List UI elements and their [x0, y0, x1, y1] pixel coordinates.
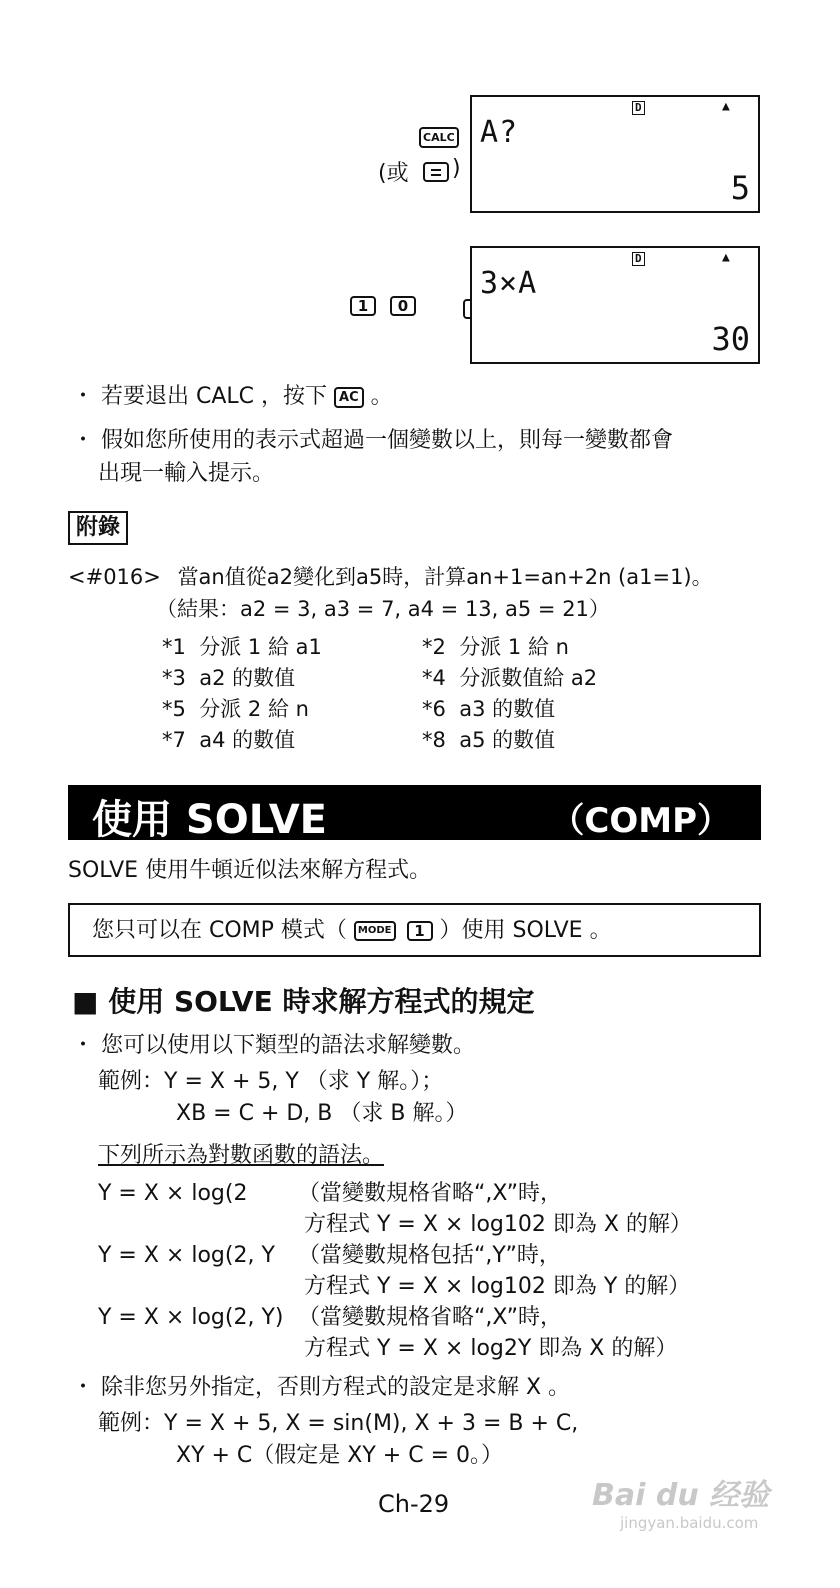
lcd-display-1 — [470, 95, 760, 213]
bullet-multi-variable: ・ 假如您所使用的表示式超過一個變數以上，則每一變數都會 出現一輸入提示。 — [72, 428, 674, 486]
note-7: *7 a4 的數值 — [162, 728, 296, 752]
log-syntax-heading: 下列所示為對數函數的語法。 — [98, 1143, 385, 1168]
bullet-exit-calc: ・ 若要退出 CALC ，按下 AC 。 — [72, 384, 393, 409]
section-intro: SOLVE 使用牛頓近似法來解方程式。 — [68, 858, 432, 883]
section-title: 使用 SOLVE — [92, 797, 327, 843]
section-header — [68, 785, 761, 843]
up-arrow-icon: ▲ — [722, 99, 730, 114]
note-4: *4 分派數值給 a2 — [422, 666, 598, 690]
example-id: <#016> — [68, 565, 161, 589]
rules-example-2: XB = C + D, B （求 B 解。） — [176, 1101, 468, 1126]
section-mode: （COMP） — [550, 801, 731, 841]
watermark-logo: Bai du 经验 — [592, 1478, 770, 1513]
key-1: 1 — [350, 296, 376, 316]
example-description: 當an值從a2變化到a5時，計算an+1=an+2n (a1=1)。 — [177, 565, 713, 589]
appendix-notes-left — [162, 632, 322, 756]
d-indicator: D — [632, 252, 645, 266]
equals-key — [423, 162, 449, 182]
mode-note-box — [68, 903, 761, 957]
page-number: Ch-29 — [378, 1490, 450, 1518]
appendix-label: 附錄 — [68, 511, 128, 545]
rules-bullet-2: ・ 除非您另外指定，否則方程式的設定是求解 X 。 — [72, 1375, 571, 1400]
lcd-expression: 3×A — [480, 266, 538, 301]
alt-key-suffix: ) — [452, 156, 461, 181]
mode-note: 您只可以在 COMP 模式（ MODE 1 ）使用 SOLVE 。 — [92, 918, 612, 943]
d-indicator: D — [632, 101, 645, 115]
note-1: *1 分派 1 給 a1 — [162, 635, 322, 659]
calc-key: CALC — [419, 127, 459, 148]
rules-heading: ■ 使用 SOLVE 時求解方程式的規定 — [72, 985, 535, 1018]
lcd-display-2 — [470, 246, 760, 364]
ac-key: AC — [334, 387, 364, 408]
lcd-result: 30 — [711, 320, 750, 358]
lcd-expression: A? — [480, 115, 519, 150]
rules-example-4: XY + C（假定是 XY + C = 0。） — [176, 1443, 503, 1468]
appendix-notes-right — [422, 632, 597, 756]
alt-key-prefix: (或 — [378, 161, 409, 186]
example-result: （結果：a2 = 3, a3 = 7, a4 = 13, a5 = 21） — [156, 597, 610, 621]
note-5: *5 分派 2 給 n — [162, 697, 309, 721]
log-row-1: Y = X × log(2 （當變數規格省略“,X”時， 方程式 Y = X × log102 即為 X 的解） — [98, 1181, 692, 1237]
rules-example-3: 範例：Y = X + 5, X = sin(M), X + 3 = B + C, — [98, 1411, 579, 1436]
note-6: *6 a3 的數值 — [422, 697, 556, 721]
key-0: 0 — [390, 296, 416, 316]
watermark-url: jingyan.baidu.com — [620, 1514, 759, 1532]
up-arrow-icon: ▲ — [722, 250, 730, 265]
note-3: *3 a2 的數值 — [162, 666, 296, 690]
lcd-result: 5 — [730, 169, 750, 207]
note-2: *2 分派 1 給 n — [422, 635, 569, 659]
mode-key: MODE — [354, 921, 396, 941]
rules-bullet-1: ・ 您可以使用以下類型的語法求解變數。 — [72, 1033, 476, 1058]
note-8: *8 a5 的數值 — [422, 728, 556, 752]
rules-example-1: 範例：Y = X + 5, Y （求 Y 解。）； — [98, 1069, 444, 1094]
log-row-2: Y = X × log(2, Y （當變數規格包括“,Y”時， 方程式 Y = X × log102 即為 Y 的解） — [98, 1243, 691, 1299]
log-row-3: Y = X × log(2, Y) （當變數規格省略“,X”時， 方程式 Y = X × log2Y 即為 X 的解） — [98, 1305, 678, 1361]
key-1: 1 — [407, 921, 433, 941]
appendix-example — [68, 562, 713, 592]
